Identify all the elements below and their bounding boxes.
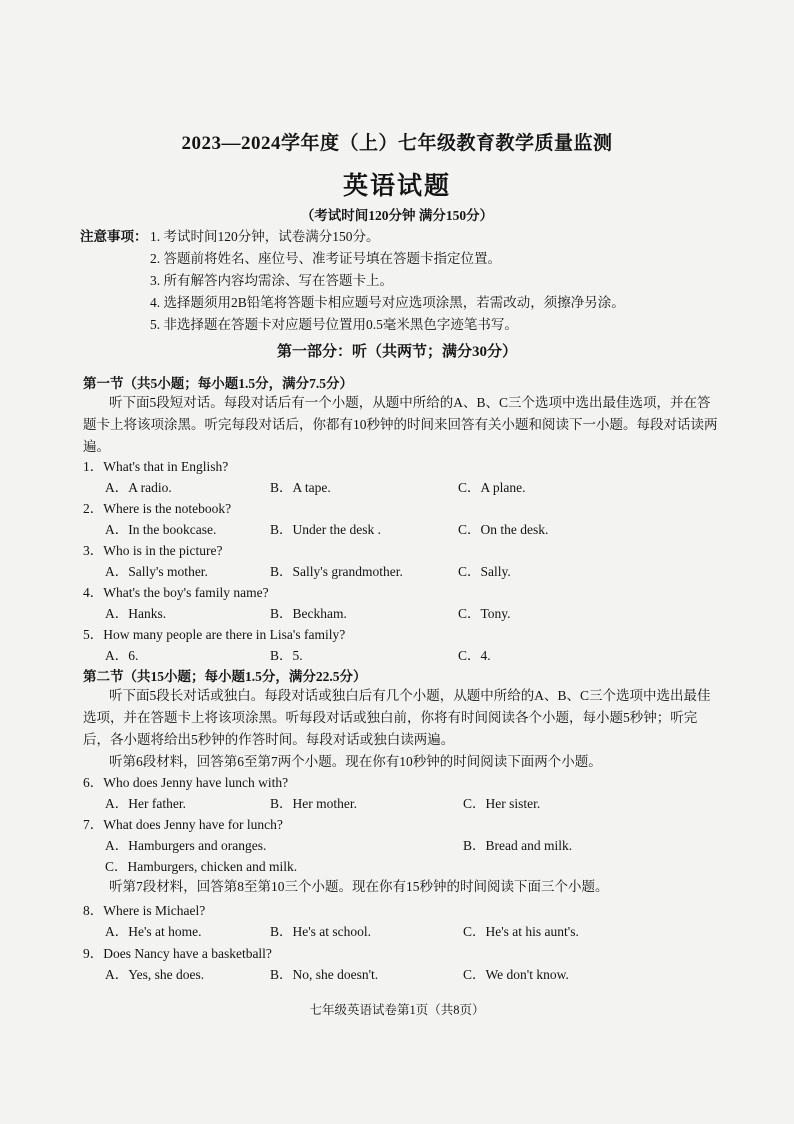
option-a: A．Her father.	[105, 796, 186, 811]
section-two-instructions	[83, 685, 723, 773]
question-4	[83, 582, 723, 624]
option-b: B．Sally's grandmother.	[270, 564, 403, 579]
note-text: 1. 考试时间120分钟，试卷满分150分。	[150, 229, 380, 244]
option-b: B．He's at school.	[270, 924, 372, 939]
option-a: A．Hanks.	[105, 606, 167, 621]
option-a: A．Hamburgers and oranges.	[105, 838, 267, 853]
question-stem: 1．What's that in English?	[83, 459, 229, 474]
question-stem: 6．Who does Jenny have lunch with?	[83, 775, 289, 790]
option-b: B．No, she doesn't.	[270, 967, 379, 982]
option-b: B．Her mother.	[270, 796, 357, 811]
question-stem: 2．Where is the notebook?	[83, 501, 232, 516]
exam-info: （考试时间120分钟 满分150分）	[300, 208, 494, 223]
subject-title: 英语试题	[342, 173, 451, 200]
option-a: A．In the bookcase.	[105, 522, 217, 537]
question-stem: 4．What's the boy's family name?	[83, 585, 269, 600]
option-c: C．We don't know.	[463, 967, 569, 982]
option-b: B．Beckham.	[270, 606, 347, 621]
option-c: C．Tony.	[458, 606, 511, 621]
notes-block	[80, 226, 760, 336]
note-text: 2. 答题前将姓名、座位号、准考证号填在答题卡指定位置。	[150, 251, 501, 266]
question-7	[83, 814, 723, 877]
material-7-intro: 听第7段材料，回答第8至第10三个小题。现在你有15秒钟的时间阅读下面三个小题。	[109, 879, 609, 894]
option-a: A．6.	[105, 648, 139, 663]
note-item	[80, 226, 760, 248]
option-c: C．Hamburgers, chicken and milk.	[105, 859, 298, 874]
question-3	[83, 540, 723, 582]
option-a: A．Yes, she does.	[105, 967, 205, 982]
question-2	[83, 498, 723, 540]
option-c: C．Sally.	[458, 564, 511, 579]
section-one-title: 第一节（共5小题；每小题1.5分，满分7.5分）	[83, 376, 353, 391]
question-9	[83, 943, 723, 985]
option-c: C．4.	[458, 648, 491, 663]
question-6	[83, 772, 723, 814]
section-one-instructions	[83, 392, 723, 458]
material-7-intro-block	[83, 876, 723, 898]
option-b: B．Bread and milk.	[463, 838, 573, 853]
question-8	[83, 900, 723, 942]
option-b: B．A tape.	[270, 480, 331, 495]
note-text: 5. 非选择题在答题卡对应题号位置用0.5毫米黑色字迹笔书写。	[150, 317, 518, 332]
note-text: 3. 所有解答内容均需涂、写在答题卡上。	[150, 273, 393, 288]
option-a: A．A radio.	[105, 480, 172, 495]
option-b: B．Under the desk .	[270, 522, 381, 537]
option-c: C．He's at his aunt's.	[463, 924, 579, 939]
question-stem: 9．Does Nancy have a basketball?	[83, 946, 272, 961]
option-a: A．He's at home.	[105, 924, 202, 939]
option-c: C．A plane.	[458, 480, 526, 495]
question-stem: 5．How many people are there in Lisa's family?	[83, 627, 346, 642]
section-two-title: 第二节（共15小题；每小题1.5分，满分22.5分）	[83, 669, 367, 684]
instruction-text: 听下面5段长对话或独白。每段对话或独白后有几个小题，从题中所给的A、B、C三个选项中选出最佳选项，并在答题卡上将该项涂黑。听每段对话或独白前，你将有时间阅读各个小题，每小题5秒钟；听完后，各小题将给出5秒钟的作答时间。每段对话或独白读两遍。	[83, 688, 711, 747]
material-6-intro: 听第6段材料，回答第6至第7两个小题。现在你有10秒钟的时间阅读下面两个小题。	[109, 754, 602, 769]
question-stem: 8．Where is Michael?	[83, 903, 206, 918]
part-one-title: 第一部分：听（共两节；满分30分）	[276, 344, 517, 360]
instruction-text: 听下面5段短对话。每段对话后有一个小题，从题中所给的A、B、C三个选项中选出最佳选项，并在答题卡上将该项涂黑。听完每段对话后，你都有10秒钟的时间来回答有关小题和阅读下一小题。每段对话读两遍。	[83, 395, 718, 454]
exam-main-title: 2023—2024学年度（上）七年级教育教学质量监测	[181, 133, 613, 154]
option-b: B．5.	[270, 648, 303, 663]
note-item	[80, 270, 760, 292]
note-item	[80, 248, 760, 270]
option-c: C．Her sister.	[463, 796, 541, 811]
question-5	[83, 624, 723, 666]
question-1	[83, 456, 723, 498]
note-item	[80, 314, 760, 336]
page-footer: 七年级英语试卷第1页（共8页）	[309, 1003, 485, 1017]
note-item	[80, 292, 760, 314]
option-c: C．On the desk.	[458, 522, 549, 537]
question-stem: 3．Who is in the picture?	[83, 543, 223, 558]
question-stem: 7．What does Jenny have for lunch?	[83, 817, 283, 832]
notes-label: 注意事项：	[80, 229, 148, 244]
note-text: 4. 选择题须用2B铅笔将答题卡相应题号对应选项涂黑，若需改动，须擦净另涂。	[150, 295, 625, 310]
option-a: A．Sally's mother.	[105, 564, 208, 579]
